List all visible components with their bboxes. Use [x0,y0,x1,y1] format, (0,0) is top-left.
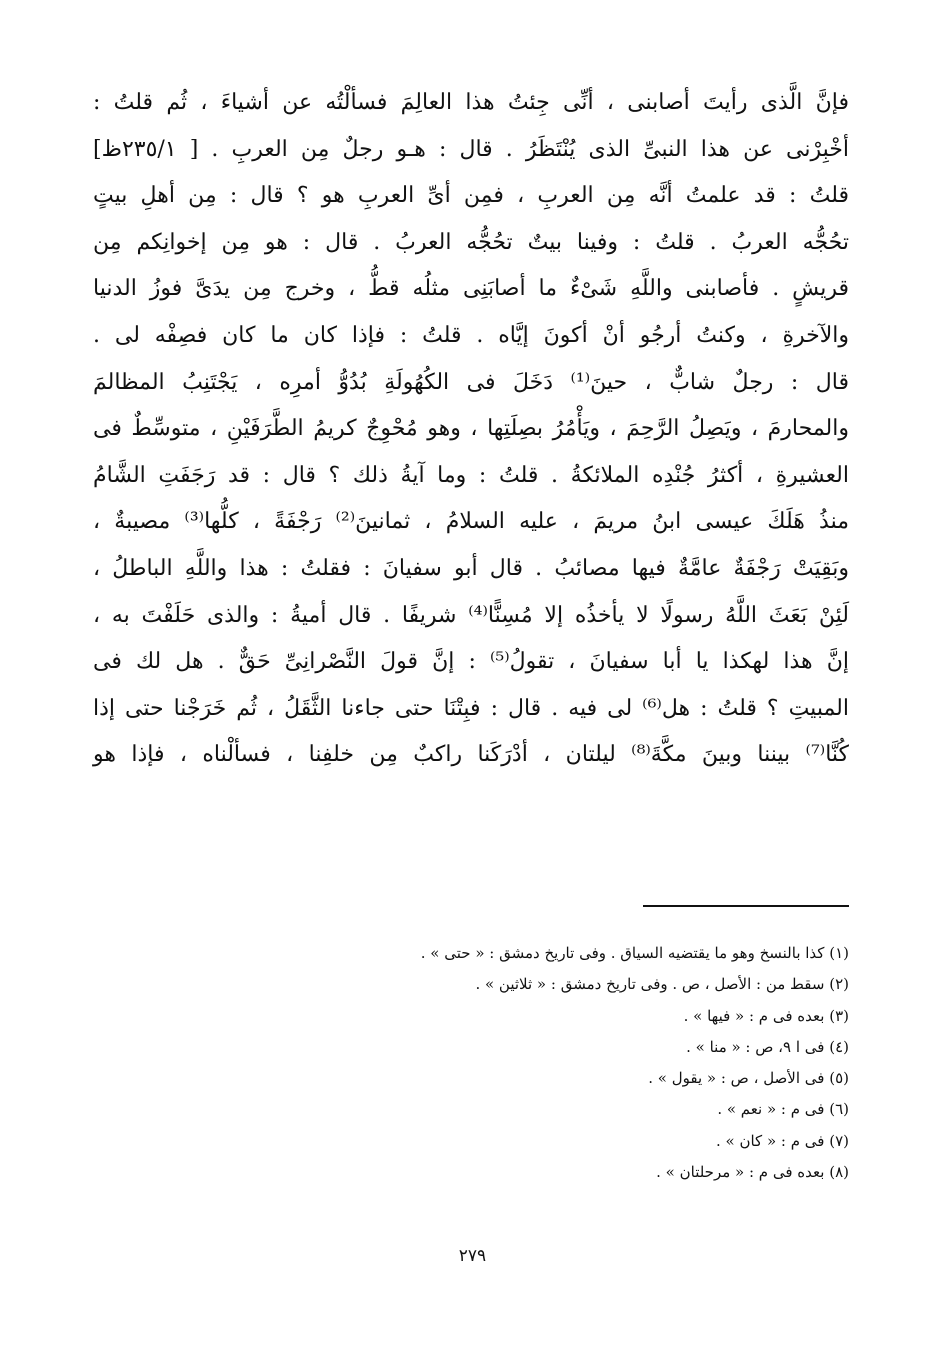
page-number: ٢٧٩ [458,1246,487,1266]
text-line: والمحارمَ ، ويَصِلُ الرَّحِمَ ، ويَأْمُرُ بصِلَتِها ، وهو مُحْوِجٌ كريمُ الطَّرَفَيْنِ ، متوسِّطٌ فى [93,416,849,442]
footnotes [89,938,849,1188]
footnote-separator [643,905,849,907]
text-line: فإنَّ الَّذى رأيتَ أصابنى ، أنِّى جِئتُ هذا العالِمَ فسألْتُه عن أشياءَ ، ثُم قلتُ : [93,90,849,115]
text-line: المبيتِ ؟ قلتُ : هل⁽⁶⁾ لى فيه . قال : فبِتْنَا حتى جاءنا الثَّقَلُ ، ثُم خَرَجْنا حتى إذا [93,695,849,721]
text-line: كُنَّا⁽⁷⁾ بيننا وبينَ مكَّةَ⁽⁸⁾ ليلتان ، أدْرَكَنا راكبٌ مِن خلفِنا ، فسألْناه ، فإذا هو [93,742,850,768]
text-line: تحُجُّه العربُ . قلتُ : وفينا بيتٌ تحُجُّه العربُ . قال : هو مِن إخوانِكم مِن [93,229,849,255]
footnote: (٤) فى ا ٩، ص : « منا » . [686,1037,849,1056]
text-line: قال : رجلٌ شابٌّ ، حينَ⁽¹⁾ دَخَلَ فى الكُهُولَةِ بُدُوُّ أمرِه ، يَجْتَنِبُ المظالمَ [93,369,849,395]
footnote: (١) كذا بالنسخ وهو ما يقتضيه السياق . وفى تاريخ دمشق : « حتى » . [420,944,849,962]
footnote: (٨) بعده فى م : « مرحلتان » . [656,1163,849,1182]
text-line: لَئِنْ بَعَثَ اللَّهُ رسولًا لا يأخذُه إلا مُسِنًّا⁽⁴⁾ شريفًا . قال أميةُ : والذى حَلَفْتَ به ، [93,602,850,628]
footnote: (٣) بعده فى م : « فيها » . [683,1006,849,1025]
text-line: منذُ هَلَكَ عيسى ابنُ مريمَ ، عليه السلامُ ، ثمانينَ⁽²⁾ رَجْفَةً ، كلُّها⁽³⁾ مصيبةٌ ، [93,509,849,535]
text-line: العشيرةِ ، أكثرُ جُنْدِه الملائكةُ . قلتُ : وما آيةُ ذلك ؟ قال : قد رَجَفَتِ الشَّامُ [93,462,849,488]
text-line: قريشٍ . فأصابنى واللَّهِ شَىْءٌ ما أصابَنِى مثلُه قطُّ ، وخرج مِن يدَىَّ فوزُ الدنيا [93,276,849,302]
footnote: (٦) فى م : « نعم » . [717,1100,849,1119]
text-line: قلتُ : قد علمتُ أنَّه مِن العربِ ، فمِن أىِّ العربِ هو ؟ قال : مِن أهلِ بيتٍ [93,183,849,209]
main-text [93,80,849,779]
text-line: أخْبِرْنى عن هذا النبىِّ الذى يُنْتَظَرُ . قال : هـو رجلٌ مِن العربِ . [ ٢٣٥/١ظ] [93,136,849,162]
text-line: إنَّ هذا لهكذا يا أبا سفيانَ ، تقولُ⁽⁵⁾ : إنَّ قولَ النَّصْرانِىِّ حَقٌّ . هل لك فى [93,649,849,675]
footnote: (٢) سقط من : الأصل ، ص . وفى تاريخ دمشق : « ثلاثين » . [475,975,849,994]
footnote: (٧) فى م : « كان » . [715,1131,849,1150]
text-line: والآخرةِ ، وكنتُ أرجُو أنْ أكونَ إيَّاه . قلتُ : فإذا كان ما كان فصِفْه لى . [93,322,849,348]
footnote: (٥) فى الأصل ، ص : « يقول » . [648,1069,849,1088]
text-line: وبَقِيَتْ رَجْفَةٌ عامَّةٌ فيها مصائبُ . قال أبو سفيانَ : فقلتُ : هذا واللَّهِ الباطلُ ، [93,555,849,581]
